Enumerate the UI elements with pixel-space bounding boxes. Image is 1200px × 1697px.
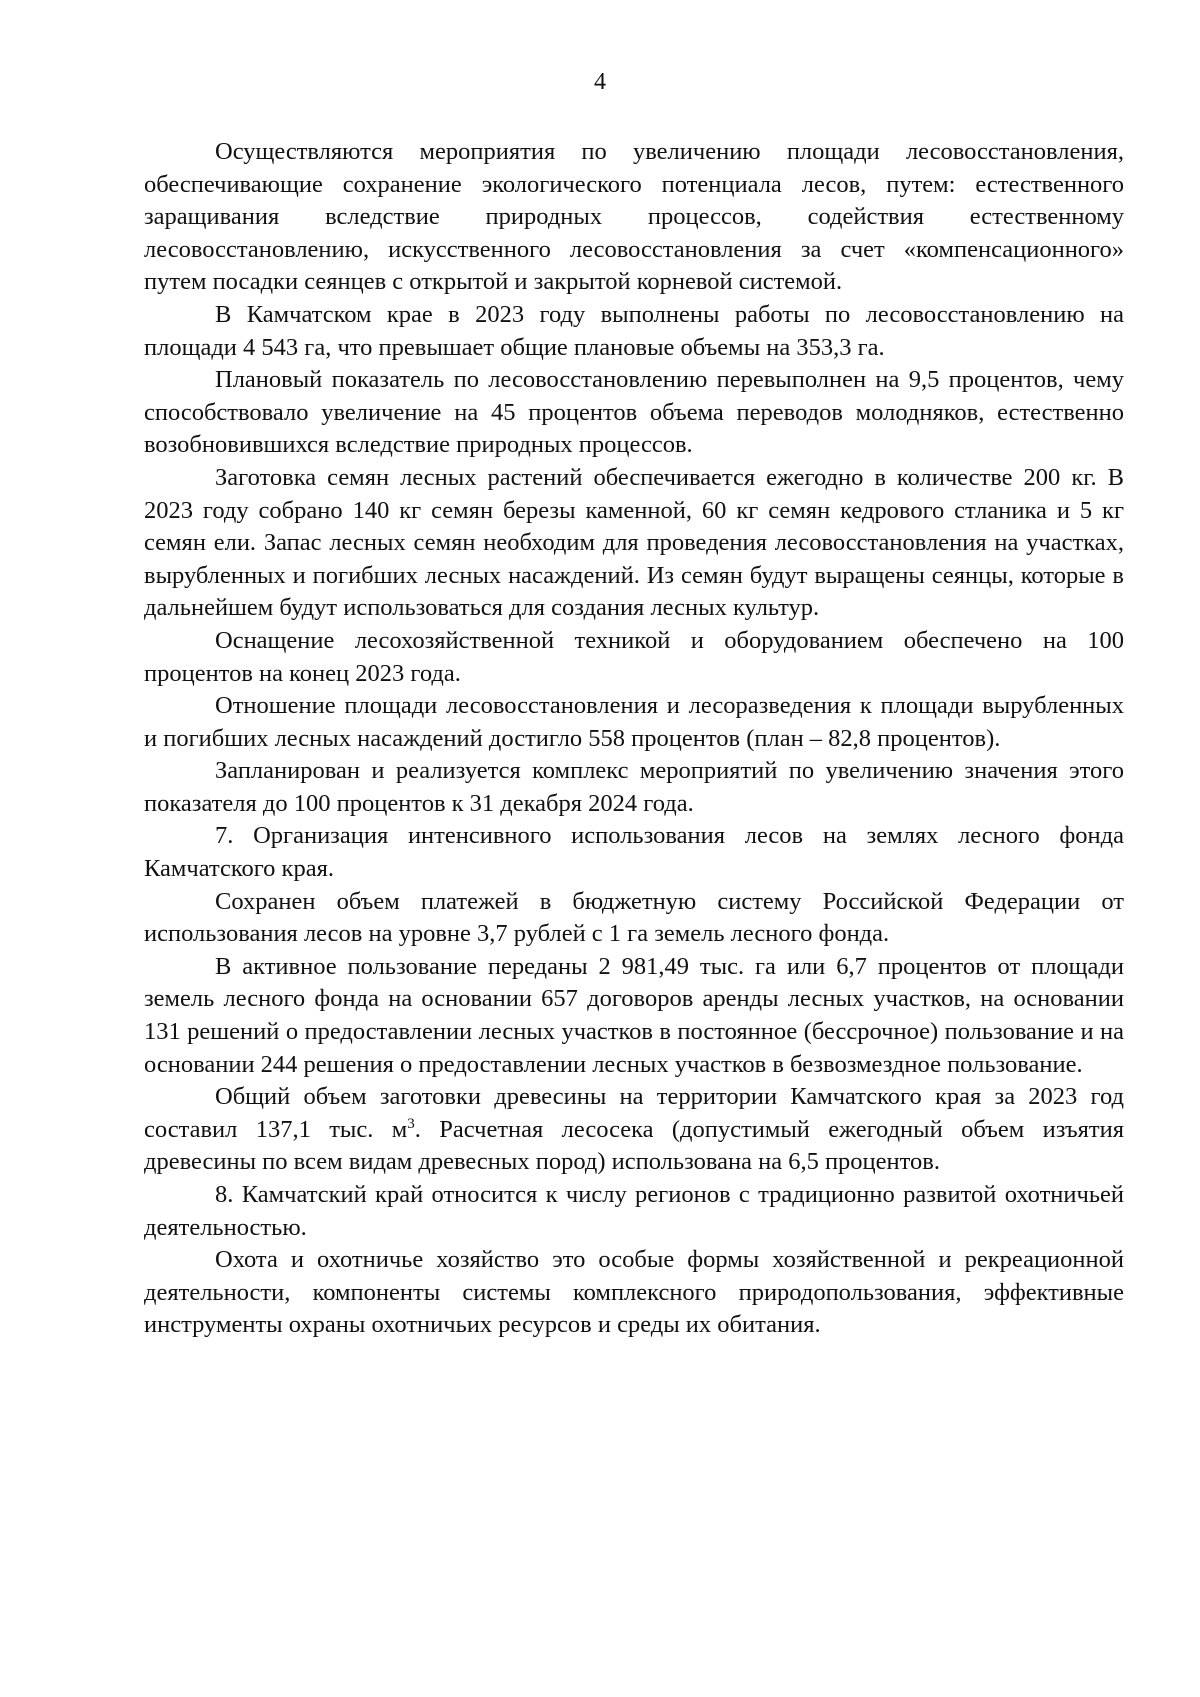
cubic-superscript: 3 [407,1115,415,1132]
document-body [144,136,1124,1342]
timber-text-end: . Расчетная лесосека (допустимый ежегодный объем изъятия древесины по всем видам древесных пород) использована на 6,5 процентов. [144,1115,1124,1176]
paragraph-hunting: Охота и охотничье хозяйство это особые формы хозяйственной и рекреационной деятельности, компоненты системы комплексного природопользования, эффективные инструменты охраны охотничьих ресурсов и среды их обитания. [144,1246,1124,1339]
paragraph-reforestation-2023: В Камчатском крае в 2023 году выполнены работы по лесовосстановлению на площади 4 543 га, что превышает общие плановые объемы на 353,3 га. [144,300,1124,361]
paragraph-section-7: 7. Организация интенсивного использования лесов на землях лесного фонда Камчатского края. [144,822,1124,883]
page-number: 4 [594,69,606,95]
paragraph-active-use: В активное пользование переданы 2 981,49 тыс. га или 6,7 процентов от площади земель лесного фонда на основании 657 договоров аренды лесных участков, на основании 131 решений о предоставлении лесных участков в постоянное (бессрочное) пользование и на основании 244 решения о предоставлении лесных участков в безвозмездное пользование. [144,952,1124,1078]
paragraph-timber-harvest [144,1081,1124,1179]
paragraph-section-8: 8. Камчатский край относится к числу регионов с традиционно развитой охотничьей деятельностью. [144,1181,1124,1241]
paragraph-equipment: Оснащение лесохозяйственной техникой и оборудованием обеспечено на 100 процентов на конец 2023 года. [144,626,1124,687]
paragraph-seed-harvesting: Заготовка семян лесных растений обеспечивается ежегодно в количестве 200 кг. В 2023 году собрано 140 кг семян березы каменной, 60 кг семян кедрового стланика и 5 кг семян ели. Запас лесных семян необходим для проведения лесовосстановления на участках, вырубленных и погибших лесных насаждений. Из семян будут выращены сеянцы, которые в дальнейшем будут использоваться для создания лесных культур. [144,463,1124,622]
paragraph-plan-exceeded: Плановый показатель по лесовосстановлению перевыполнен на 9,5 процентов, чему способствовало увеличение на 45 процентов объема переводов молодняков, естественно возобновившихся вследствие природных процессов. [144,366,1124,459]
paragraph-budget-payments: Сохранен объем платежей в бюджетную систему Российской Федерации от использования лесов на уровне 3,7 рублей с 1 га земель лесного фонда. [144,887,1124,948]
paragraph-reforestation-ratio: Отношение площади лесовосстановления и лесоразведения к площади вырубленных и погибших лесных насаждений достигло 558 процентов (план – 82,8 процентов). [144,692,1124,752]
paragraph-planned-measures: Запланирован и реализуется комплекс мероприятий по увеличению значения этого показателя до 100 процентов к 31 декабря 2024 года. [144,757,1124,817]
timber-text-start: Общий объем заготовки древесины на территории Камчатского края за 2023 год составил 137,1 тыс. м [144,1083,1124,1143]
paragraph-reforestation-measures: Осуществляются мероприятия по увеличению площади лесовосстановления, обеспечивающие сохранение экологического потенциала лесов, путем: естественного заращивания вследствие природных процессов, содействия естественному лесовосстановлению, искусственного лесовосстановления за счет «компенсационного» путем посадки сеянцев с открытой и закрытой корневой системой. [144,138,1124,296]
